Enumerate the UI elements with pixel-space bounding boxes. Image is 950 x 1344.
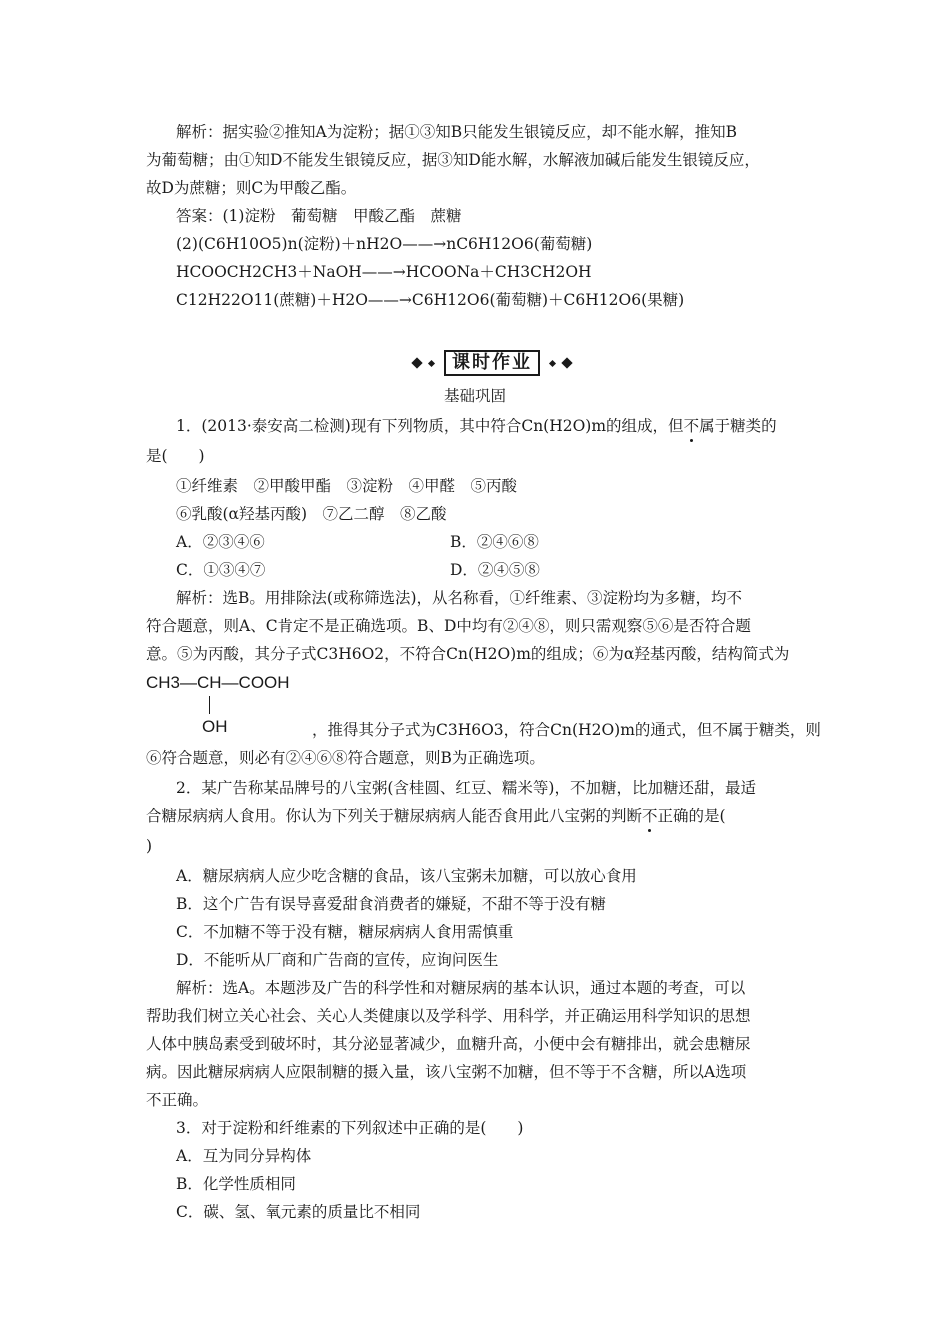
equation-line: C12H22O11(蔗糖)＋H2O——→C6H12O6(葡萄糖)＋C6H12O6(果糖) <box>176 291 685 309</box>
question-text: ) <box>146 837 153 855</box>
analysis-text: 解析：据实验②推知A为淀粉；据①③知B只能发生银镜反应，却不能水解，推知B <box>176 123 737 141</box>
question-stem <box>146 806 726 826</box>
formula-substituent: OH <box>202 717 228 736</box>
question-text: 合糖尿病病人食用。你认为下列关于糖尿病病人能否食用此八宝粥的判断 <box>146 807 643 825</box>
analysis-text: 符合题意，则A、C肯定不是正确选项。B、D中均有②④⑧，则只需观察⑤⑥是否符合题 <box>146 617 751 635</box>
question-text: 正确的是( <box>657 807 726 825</box>
analysis-text: 人体中胰岛素受到破坏时，其分泌显著减少，血糖升高，小便中会有糖排出，就会患糖尿 <box>146 1035 751 1053</box>
question-text: 是( ) <box>146 447 205 465</box>
option-b: B．化学性质相同 <box>176 1175 296 1193</box>
option-c: C．①③④⑦ <box>176 561 266 579</box>
equation-line: (2)(C6H10O5)n(淀粉)＋nH2O——→nC6H12O6(葡萄糖) <box>176 235 593 253</box>
item-list: ①纤维素 ②甲酸甲酯 ③淀粉 ④甲醛 ⑤丙酸 <box>176 477 518 495</box>
section-title: 课时作业 <box>444 350 540 376</box>
emphasis-mark: 不 <box>642 807 658 825</box>
section-subtitle: 基础巩固 <box>443 387 506 405</box>
question-text: 1．(2013·泰安高二检测)现有下列物质，其中符合Cn(H2O)m的组成，但 <box>176 417 684 435</box>
diamond-icon <box>549 359 556 366</box>
analysis-text: 故D为蔗糖；则C为甲酸乙酯。 <box>146 179 357 197</box>
analysis-text: 不正确。 <box>146 1091 209 1109</box>
emphasis-mark: 不 <box>683 417 700 435</box>
analysis-text: ，推得其分子式为C3H6O3，符合Cn(H2O)m的通式，但不属于糖类，则 <box>312 721 821 739</box>
section-banner <box>392 350 592 376</box>
analysis-text: 解析：选A。本题涉及广告的科学性和对糖尿病的基本认识，通过本题的考查，可以 <box>176 979 746 997</box>
question-stem <box>176 416 777 436</box>
question-text: 3．对于淀粉和纤维素的下列叙述中正确的是( ) <box>176 1119 524 1137</box>
diamond-icon <box>561 357 572 368</box>
formula-bond <box>209 696 210 714</box>
structural-formula <box>146 672 336 738</box>
question-text: 属于糖类的 <box>699 417 777 435</box>
option-b: B．②④⑥⑧ <box>450 533 539 551</box>
option-a: A．互为同分异构体 <box>176 1147 312 1165</box>
question-text: 2．某广告称某品牌号的八宝粥(含桂圆、红豆、糯米等)，不加糖，比加糖还甜，最适 <box>176 779 756 797</box>
option-b: B．这个广告有误导喜爱甜食消费者的嫌疑，不甜不等于没有糖 <box>176 895 606 913</box>
diamond-icon <box>411 357 422 368</box>
diamond-icon <box>428 359 435 366</box>
analysis-text: ⑥符合题意，则必有②④⑥⑧符合题意，则B为正确选项。 <box>146 749 545 767</box>
analysis-text: 意。⑤为丙酸，其分子式C3H6O2，不符合Cn(H2O)m的组成；⑥为α羟基丙酸，结构简式为 <box>146 645 790 663</box>
option-c: C．不加糖不等于没有糖，糖尿病病人食用需慎重 <box>176 923 514 941</box>
equation-line: HCOOCH2CH3＋NaOH——→HCOONa＋CH3CH2OH <box>176 263 592 281</box>
analysis-text: 病。因此糖尿病病人应限制糖的摄入量，该八宝粥不加糖，但不等于不含糖，所以A选项 <box>146 1063 747 1081</box>
analysis-text: 帮助我们树立关心社会、关心人类健康以及学科学、用科学，并正确运用科学知识的思想 <box>146 1007 751 1025</box>
option-d: D．②④⑤⑧ <box>450 561 540 579</box>
formula-main-chain: CH3—CH—COOH <box>146 673 290 692</box>
analysis-text: 解析：选B。用排除法(或称筛选法)，从名称看，①纤维素、③淀粉均为多糖，均不 <box>176 589 742 607</box>
option-d: D．不能听从厂商和广告商的宣传，应询问医生 <box>176 951 499 969</box>
analysis-text: 为葡萄糖；由①知D不能发生银镜反应，据③知D能水解，水解液加碱后能发生银镜反应， <box>146 151 760 169</box>
item-list: ⑥乳酸(α羟基丙酸) ⑦乙二醇 ⑧乙酸 <box>176 505 447 523</box>
answer-text: 答案：(1)淀粉 葡萄糖 甲酸乙酯 蔗糖 <box>176 207 462 225</box>
option-a: A．②③④⑥ <box>176 533 265 551</box>
option-c: C．碳、氢、氧元素的质量比不相同 <box>176 1203 421 1221</box>
option-a: A．糖尿病病人应少吃含糖的食品，该八宝粥未加糖，可以放心食用 <box>176 867 637 885</box>
